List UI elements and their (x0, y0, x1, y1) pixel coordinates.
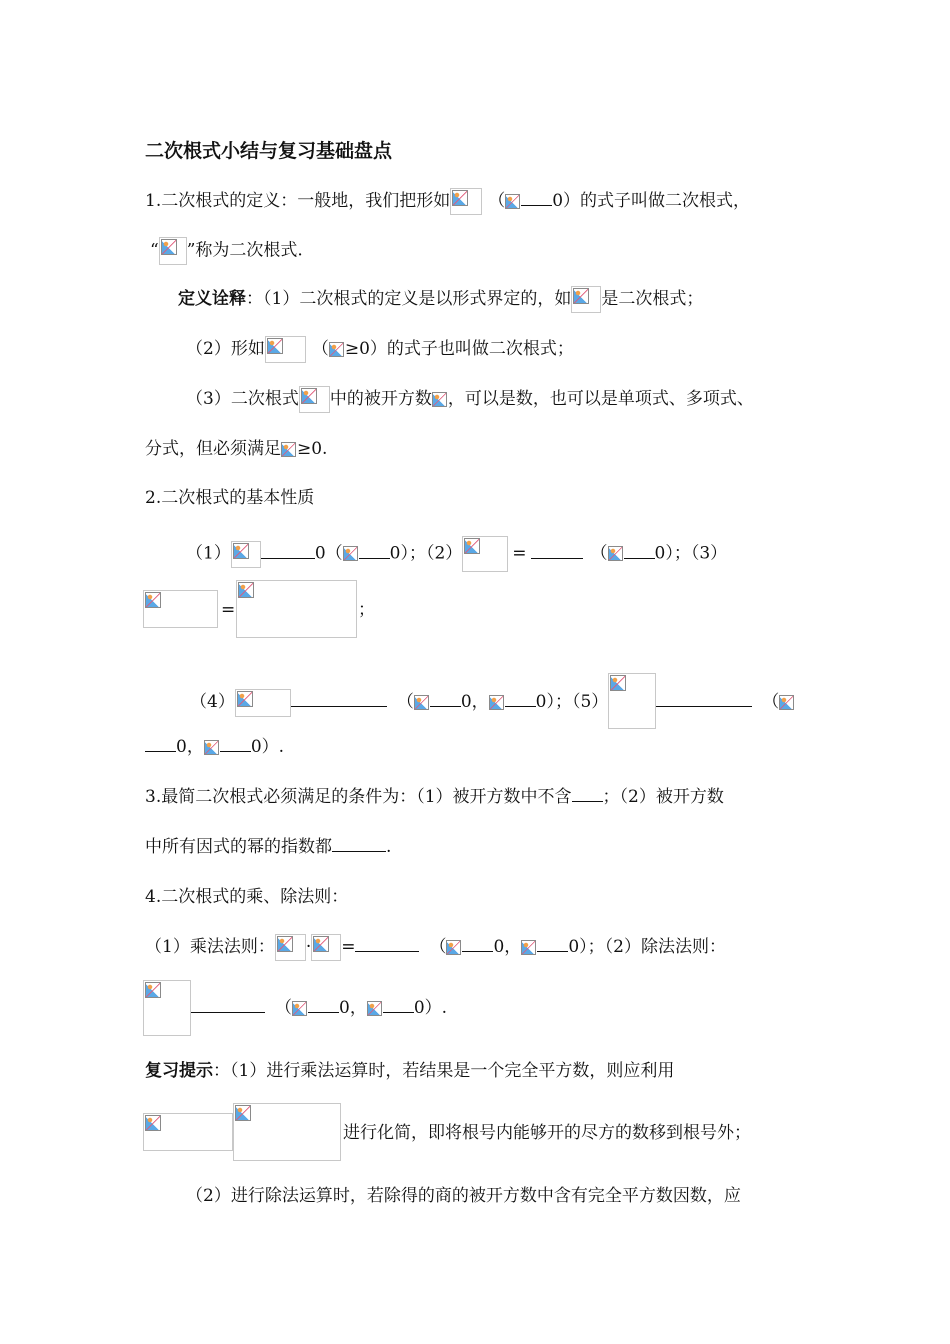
page-title: 二次根式小结与复习基础盘点 (145, 140, 393, 162)
formula-image (235, 689, 291, 717)
formula-image (233, 1103, 341, 1161)
formula-image (489, 695, 505, 711)
formula-image (159, 237, 187, 265)
definition-note-4: 分式，但必须满足 ≥0. (145, 439, 328, 459)
section-3-line-1: 3.最简二次根式必须满足的条件为：（1）被开方数中不含 ；（2）被开方数 (145, 787, 724, 807)
answer-blank[interactable] (572, 785, 603, 802)
answer-blank[interactable] (624, 542, 655, 559)
definition-note-1: 定义诠释：（1）二次根式的定义是以形式界定的，如 是二次根式； (178, 286, 703, 313)
answer-blank[interactable] (537, 935, 568, 952)
review-line-1: 复习提示：（1）进行乘法运算时，若结果是一个完全平方数，则应利用 (145, 1061, 675, 1081)
answer-blank[interactable] (656, 690, 752, 707)
formula-image (432, 392, 448, 408)
formula-image (143, 590, 218, 628)
formula-image (462, 536, 508, 572)
formula-image (343, 546, 359, 562)
answer-blank[interactable] (145, 735, 176, 752)
answer-blank[interactable] (332, 835, 386, 852)
formula-image (446, 940, 462, 956)
section-4-title: 4.二次根式的乘、除法则： (145, 887, 349, 907)
formula-image (204, 740, 220, 756)
formula-image (571, 286, 601, 313)
formula-image (329, 342, 345, 358)
answer-blank[interactable] (521, 189, 552, 206)
definition-note-2: （2）形如 （ ≥0）的式子也叫做二次根式； (186, 336, 574, 363)
review-line-3: （2）进行除法运算时，若除得的商的被开方数中含有完全平方数因数，应 (186, 1186, 741, 1206)
formula-image (367, 1001, 383, 1017)
formula-image (231, 541, 261, 568)
section-4-line-1: （1）乘法法则： · = （ 0， 0）；（2）除法法则： (145, 934, 726, 961)
property-line-3: （4） （ 0， 0）；（5） （ (190, 673, 795, 729)
formula-image (311, 934, 341, 961)
formula-image (236, 580, 357, 638)
formula-image (608, 546, 624, 562)
answer-blank[interactable] (355, 935, 419, 952)
answer-blank[interactable] (220, 735, 251, 752)
section-2-title: 2.二次根式的基本性质 (145, 488, 315, 508)
definition-note-3: （3）二次根式 中的被开方数 ，可以是数，也可以是单项式、多项式、 (186, 386, 754, 413)
answer-blank[interactable] (383, 996, 414, 1013)
formula-image (779, 695, 795, 711)
answer-blank[interactable] (359, 542, 390, 559)
answer-blank[interactable] (308, 996, 339, 1013)
formula-image (143, 980, 191, 1036)
formula-image (275, 934, 306, 961)
formula-image (414, 695, 430, 711)
formula-image (281, 442, 297, 458)
section-3-line-2: 中所有因式的幂的指数都 . (145, 837, 392, 857)
definition-line-2: “ ”称为二次根式. (150, 237, 303, 265)
answer-blank[interactable] (505, 690, 536, 707)
formula-image (450, 188, 482, 215)
formula-image (143, 1113, 233, 1151)
property-line-4: 0， 0）. (145, 735, 284, 759)
formula-image (521, 940, 537, 956)
answer-blank[interactable] (191, 996, 265, 1013)
answer-blank[interactable] (462, 935, 493, 952)
answer-blank[interactable] (531, 542, 583, 559)
answer-blank[interactable] (430, 690, 461, 707)
definition-line-1: 1.二次根式的定义：一般地，我们把形如 （ 0）的式子叫做二次根式， (145, 188, 750, 215)
formula-image (265, 336, 306, 363)
formula-image (292, 1001, 308, 1017)
answer-blank[interactable] (261, 542, 315, 559)
formula-image (608, 673, 656, 729)
answer-blank[interactable] (291, 690, 387, 707)
property-line-1: （1） 0（ 0）；（2） = （ 0）；（3） (186, 536, 727, 572)
formula-image (505, 194, 521, 210)
formula-image (299, 386, 330, 413)
